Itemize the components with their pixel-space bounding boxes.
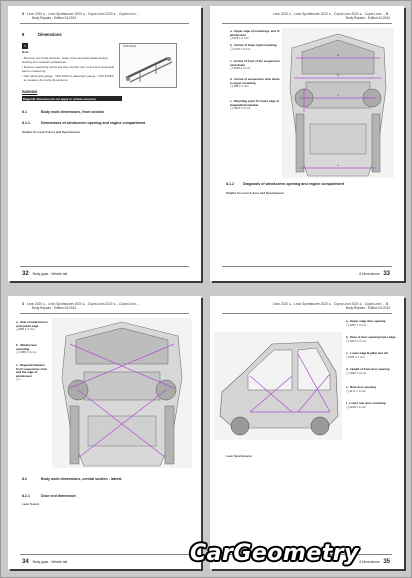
page-number: 33 [383, 270, 390, 277]
dimension-value: 1472 ± 3 mm [233, 46, 251, 51]
info-icon: i [22, 43, 28, 49]
figure-caption: Leon 5-door [22, 502, 40, 506]
dimension-value: 1027 ± 3 mm [349, 338, 367, 343]
dimension-b: b - Windscreen mounting ❑ 1489 ± 3 mm [16, 343, 37, 355]
page-header [22, 12, 139, 21]
warning-text: Diagonal dimension do not apply to vehicle accuracy [23, 96, 96, 101]
brand-logo-icon: S [385, 12, 388, 16]
footer-text: 8 Dimensions [359, 559, 380, 564]
footer-text: Body gaps - Vehicle dat [32, 559, 68, 564]
bullet-text: Remove any body stresses, seals, trims and assemblies before starting trim measuring distances. [22, 56, 108, 64]
subsection-number: 8.2 [22, 477, 27, 481]
header-rule [222, 313, 392, 314]
header-rule [222, 23, 392, 24]
svg-text:a: a [337, 53, 339, 57]
footer-text: Body gaps - Vehicle dat [32, 271, 68, 276]
brand-logo-icon: S [385, 302, 388, 306]
dimension-e: e - Mounting point for lower edge of longitudinal member ❑ 1304 ± 3 mm [230, 99, 280, 111]
note-bullet-3: • Use telescopic gauge - VAS 6134 or telescopic gauge - VAS 6134/2 - to measure the body dimensions. [22, 74, 114, 82]
subsection-title: Body work dimensions, central section - lateral [41, 477, 122, 481]
dimension-value: 1198 ± 3 mm [349, 404, 367, 409]
svg-text:c: c [337, 93, 339, 97]
header-rule [20, 23, 189, 24]
dimension-title: d - Height of front door opening [346, 367, 390, 371]
dimension-title: f - Lower rear door mounting [346, 401, 386, 405]
page-32 [8, 6, 201, 281]
footer-rule [20, 554, 189, 555]
body-side-diagram [214, 332, 342, 440]
dimension-value: 1304 ± 3 mm [233, 106, 251, 111]
dimension-title: c - Centre of front of the suspension strut dome [230, 59, 280, 67]
dimension-value: 878 ± 3 mm [233, 36, 249, 41]
dimension-title: a - Side of windscreen / cowl panel edge [16, 320, 49, 328]
tool-illustration [119, 43, 177, 88]
subsubsection-title: Diagonals of windscreen opening and engine compartment [243, 182, 345, 186]
dimension-title: a - Upper edge door opening [346, 319, 386, 323]
footer-rule [20, 266, 189, 267]
header-edition: Body Repairs - Edition 04.2024 [345, 306, 390, 311]
dimension-a: a - Side of windscreen / cowl panel edge ❑ 882 ± 3 mm [16, 320, 49, 332]
figure-caption: Similar for Leon 5-door and Sportstourer [22, 130, 81, 134]
telescopic-gauge-icon [120, 44, 176, 87]
dimension-value: 1287 ± 3 mm [349, 322, 367, 327]
svg-text:b: b [337, 73, 339, 77]
dimension-value: 825 ± 3 mm [349, 354, 365, 359]
page-34 [8, 296, 201, 569]
section-number: 8 [22, 32, 25, 37]
dimension-d: d - Centre of suspension strut dome to upper mounting ❑ 188 ± 3 mm [230, 77, 280, 89]
dimension-value: — [19, 377, 23, 382]
dimension-value: 882 ± 3 mm [19, 327, 35, 332]
dimension-value: 1171 ± 3 mm [349, 388, 367, 393]
dimension-f: f - Lower rear door mounting ❑ 1198 ± 3 mm [346, 401, 386, 409]
dimension-title: a - Upper edge of mountings, end of windscreen [230, 29, 280, 37]
page-header [22, 302, 139, 311]
header-models: Leon 2020 ➤ , Leon Sportstourer 2020 ➤ , Cupra Leon 2020 ➤ , Cupra Leon ... [272, 302, 385, 306]
footer-rule [222, 266, 392, 267]
header-edition: Body Repairs - Edition 04.2024 [345, 16, 390, 21]
page-header [273, 12, 390, 21]
watermark-logo: CarGeometry [190, 541, 359, 566]
engine-compartment-diagonals-diagram [52, 318, 192, 468]
dimension-b: b - Rear of door opening lower edge ❑ 1027 ± 3 mm [346, 335, 396, 343]
dimension-title: d - Centre of suspension strut dome to upper mounting [230, 77, 280, 85]
note-bullet-1: • Remove any body stresses, seals, trims and assemblies before starting trim measuring distances. [22, 56, 108, 64]
page-number: 35 [383, 558, 390, 565]
page-footer [22, 560, 67, 564]
figure-caption: Similar for Leon 5-door and Sportstourer [226, 191, 285, 195]
dimension-c: c - Diagonal between front suspension strut and the edge of windscreen ❑ — [16, 363, 47, 382]
brand-logo-icon: S [22, 302, 25, 306]
page-number: 32 [22, 270, 29, 277]
page-33 [210, 6, 404, 281]
footer-text: 8 Dimensions [359, 271, 380, 276]
brand-logo-icon: S [22, 12, 25, 16]
page-35 [210, 296, 404, 569]
header-edition: Body Repairs - Edition 04.2024 [32, 306, 77, 311]
page-footer [359, 272, 390, 276]
header-models: Leon 2020 ➤ , Leon Sportstourer 2020 ➤ , Cupra Leon 2020 ➤ , Cupra Leon ... [27, 12, 140, 16]
section-title: Dimensions [38, 32, 62, 37]
dimension-c: c - Lower edge B-pillar and sill ❑ 825 ± 3 mm [346, 351, 388, 359]
dimension-title: b - Windscreen mounting [16, 343, 37, 351]
subsection-number: 8.1 [22, 110, 27, 114]
note-bullet-2: • Ensure measuring points are free of paint runs, burrs and underseal before measuring. [22, 65, 114, 73]
svg-text:e: e [337, 163, 339, 167]
warning-label: WARNING [22, 90, 38, 94]
dimension-a: a - Upper edge of mountings, end of windscreen ❑ 878 ± 3 mm [230, 29, 280, 41]
dimension-title: e - Mounting point for lower edge of longitudinal member [230, 99, 280, 107]
bullet-text: Ensure measuring points are free of paint runs, burrs and underseal before measuring. [22, 65, 114, 73]
subsubsection-number: 8.2.1 [22, 494, 30, 498]
subsubsection-number: 8.1.2 [226, 182, 234, 186]
dimension-value: 1489 ± 3 mm [19, 350, 37, 355]
dimension-c: c - Centre of front of the suspension strut dome ❑ 1010 ± 3 mm [230, 59, 280, 71]
dimension-value: 188 ± 3 mm [233, 84, 249, 89]
note-label: Note [22, 50, 29, 54]
dimension-title: b - Rear of door opening lower edge [346, 335, 396, 339]
page-header [273, 302, 390, 311]
dimension-title: c - Diagonal between front suspension strut and the edge of windscreen [16, 363, 47, 378]
header-rule [20, 313, 189, 314]
header-edition: Body Repairs - Edition 04.2024 [32, 16, 77, 21]
dimension-title: e - Rear door opening [346, 385, 376, 389]
page-footer [22, 272, 67, 276]
dimension-value: 1010 ± 3 mm [233, 66, 251, 71]
dimension-d: d - Height of front door opening ❑ 1092 ± 3 mm [346, 367, 390, 375]
dimension-a: a - Upper edge door opening ❑ 1287 ± 3 mm [346, 319, 386, 327]
dimension-e: e - Rear door opening ❑ 1171 ± 3 mm [346, 385, 376, 393]
header-models: Leon 2020 ➤ , Leon Sportstourer 2020 ➤ , Cupra Leon 2020 ➤ , Cupra Leon ... [27, 302, 140, 306]
header-models: Leon 2020 ➤ , Leon Sportstourer 2020 ➤ , Cupra Leon 2020 ➤ , Cupra Leon ... [272, 12, 385, 16]
subsubsection-number: 8.1.1 [22, 121, 30, 125]
dimension-title: b - Centre of lower right mounting [230, 43, 277, 47]
tool-label: VAS 6134 [123, 44, 136, 48]
figure-caption: Leon Sportstourer [226, 454, 253, 458]
bullet-text: Use telescopic gauge - VAS 6134 or telescopic gauge - VAS 6134/2 - to measure the body dimensions. [22, 74, 114, 82]
dimension-value: 1092 ± 3 mm [349, 370, 367, 375]
dimension-title: c - Lower edge B-pillar and sill [346, 351, 388, 355]
subsection-title: Body work dimensions, front section [41, 110, 105, 114]
engine-compartment-diagram [282, 28, 394, 178]
subsubsection-title: Dimensions of windscreen opening and engine compartment [41, 121, 146, 125]
subsubsection-title: Door end dimension [41, 494, 76, 498]
dimension-b: b - Centre of lower right mounting ❑ 1472 ± 3 mm [230, 43, 277, 51]
page-number: 34 [22, 558, 29, 565]
